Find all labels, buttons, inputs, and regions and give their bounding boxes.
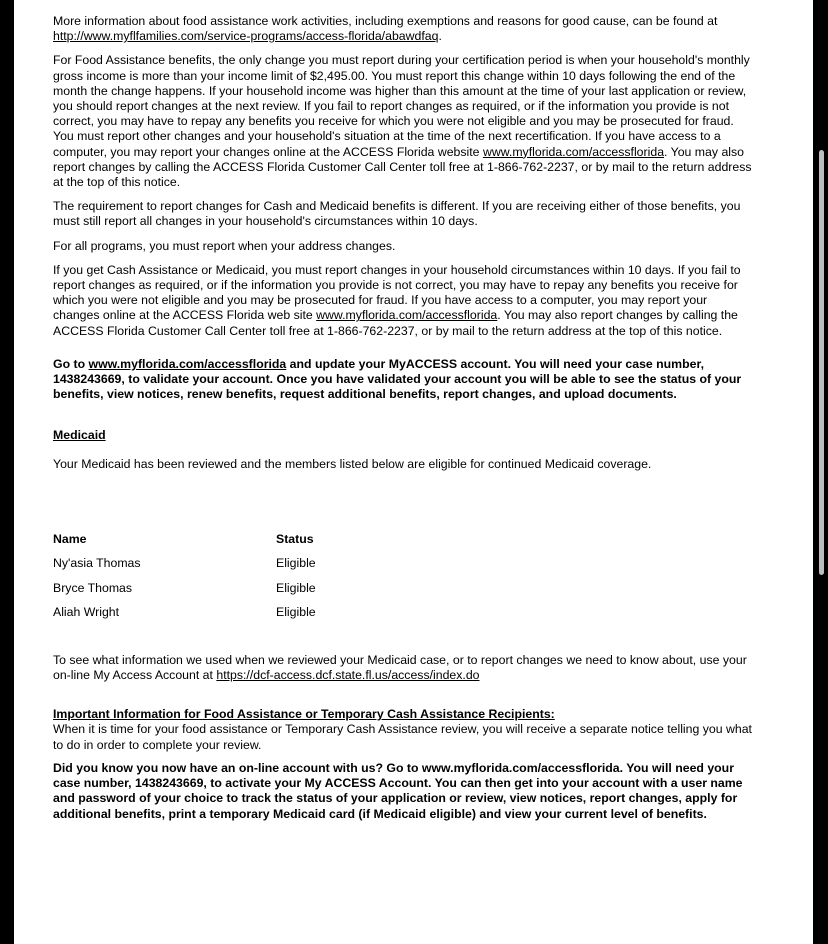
scrollbar[interactable] <box>813 0 828 944</box>
myaccess-update-paragraph: Go to www.myflorida.com/accessflorida and update your MyACCESS account. You will need your case number, 1438243669, to validate your account. Once you have validated your account you will be able to see the status of your benefits, view notices, renew benefits, request additional benefits, report changes, and upload documents. <box>53 356 742 402</box>
table-header-row <box>53 532 316 557</box>
dcf-access-link[interactable]: https://dcf-access.dcf.state.fl.us/access/index.do <box>216 668 480 683</box>
member-status: Eligible <box>276 580 316 595</box>
abawd-faq-link[interactable]: http://www.myflfamilies.com/service-programs/access-florida/abawdfaq <box>53 29 439 44</box>
cash-medicaid-changes-paragraph: If you get Cash Assistance or Medicaid, you must report changes in your household circumstances within 10 days. If you fail to report changes as required, or if the information you provide is not correct, you may have to repay any benefits you receive for which you were not eligible and you may be prosecuted for fraud. If you have access to a computer, you may report your changes online at the ACCESS Florida web site www.myflorida.com/accessflorida. You may also report changes by calling the ACCESS Florida Customer Call Center toll free at 1-866-762-2237, or by mail to the return address at the top of this notice. <box>53 262 741 338</box>
scrollbar-thumb[interactable] <box>819 150 824 575</box>
table-row <box>53 605 316 630</box>
status-column-header: Status <box>276 531 314 546</box>
member-name: Ny'asia Thomas <box>53 556 141 571</box>
online-account-paragraph: Did you know you now have an on-line account with us? Go to www.myflorida.com/accessflorida. You will need your case number, 1438243669, to activate your My ACCESS Account. You can then get into your account with a user name and password of your choice to track the status of your application or review, view notices, report changes, apply for additional benefits, print a temporary Medicaid card (if Medicaid eligible) and view your current level of benefits. <box>53 760 743 821</box>
food-assistance-reporting-paragraph: For Food Assistance benefits, the only change you must report during your certification period is when your household's monthly gross income is more than your income limit of $2,495.00. You must report this change within 10 days following the end of the month the change happens. If your household income was higher than this amount at the time of your last application or review, you should report changes at the next review. If you fail to report changes as required, or if the information you provide is not correct, you may have to repay any benefits you receive for which you were not eligible and you may be prosecuted for fraud. You must report other changes and your household's situation at the time of the next recertification. If you have access to a computer, you may report your changes online at the ACCESS Florida website www.myflorida.com/accessflorida. You may also report changes by calling the ACCESS Florida Customer Call Center toll free at 1-866-762-2237, or by mail to the return address at the top of this notice. <box>53 53 752 190</box>
medicaid-case-info-paragraph: To see what information we used when we reviewed your Medicaid case, or to report changes we need to know about, use your on-line My Access Account at https://dcf-access.dcf.state.fl.us/access/index.do <box>53 652 747 683</box>
access-florida-link[interactable]: www.myflorida.com/accessflorida <box>316 308 498 323</box>
name-column-header: Name <box>53 531 87 546</box>
cash-medicaid-reporting-paragraph: The requirement to report changes for Cash and Medicaid benefits is different. If you are receiving either of those benefits, you must still report all changes in your household's circumstances within 10 days. <box>53 199 741 229</box>
access-florida-link[interactable]: www.myflorida.com/accessflorida <box>88 356 287 371</box>
important-info-text: When it is time for your food assistance or Temporary Cash Assistance review, you will receive a separate notice telling you what to do in order to complete your review. <box>53 722 752 752</box>
medicaid-review-text: Your Medicaid has been reviewed and the members listed below are eligible for continued Medicaid coverage. <box>53 456 652 471</box>
access-florida-link[interactable]: www.myflorida.com/accessflorida <box>482 144 665 159</box>
work-activities-paragraph: More information about food assistance work activities, including exemptions and reasons for good cause, can be found at http://www.myflfamilies.com/service-programs/access-florida/abawdfaq. <box>53 14 718 44</box>
document-page <box>14 0 813 944</box>
important-info-heading: Important Information for Food Assistance or Temporary Cash Assistance Recipients: <box>53 707 555 722</box>
member-name: Aliah Wright <box>53 605 120 620</box>
table-row <box>53 556 316 581</box>
address-change-paragraph: For all programs, you must report when your address changes. <box>53 238 396 253</box>
medicaid-members-table <box>53 532 316 630</box>
member-name: Bryce Thomas <box>53 580 133 595</box>
table-row <box>53 581 316 606</box>
member-status: Eligible <box>276 605 316 620</box>
document-content <box>53 14 757 822</box>
member-status: Eligible <box>276 556 316 571</box>
medicaid-heading: Medicaid <box>53 428 106 443</box>
